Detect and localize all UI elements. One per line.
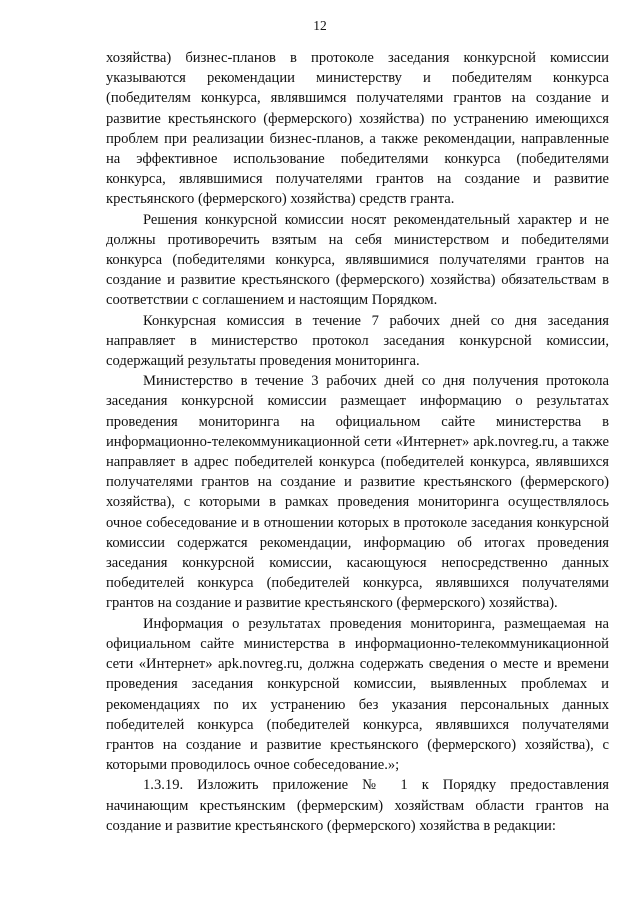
paragraph-ministry-publishes: Министерство в течение 3 рабочих дней со дня получения протокола заседания конкурсной комиссии размещает информацию о результатах проведения мониторинга на официальном сайте министерства в информационно-телекоммуникационной сети «Интернет» apk.novreg.ru, а также направляет в адрес победителей конкурса (победителей конкурса, являвшихся получателями грантов на создание и развитие крестьянского (фермерского) хозяйства), с которыми в рамках проведения мониторинга осуществлялось очное собеседование и в отношении которых в протоколе заседания конкурсной комиссии содержатся рекомендации, информацию об итогах проведения заседания конкурсной комиссии, касающуюся непосредственно данных победителей конкурса (победителей конкурса, являвшихся получателями грантов на создание и развитие крестьянского (фермерского) хозяйства). <box>106 373 609 612</box>
page-number: 12 <box>313 18 327 33</box>
document-body <box>106 48 609 836</box>
paragraph-commission-decisions: Решения конкурсной комиссии носят рекомендательный характер и не должны противоречить взятым на себя министерством и победителями конкурса (победителями конкурса, являвшимися получателями грантов на создание и развитие крестьянского (фермерского) хозяйства) обязательствам в соответствии с соглашением и настоящим Порядком. <box>106 211 609 309</box>
paragraph-item-1-3-19: 1.3.19. Изложить приложение № 1 к Порядку предоставления начинающим крестьянским (фермерским) хозяйствам области грантов на создание и развитие крестьянского (фермерского) хозяйства в редакции: <box>106 777 609 834</box>
paragraph-commission-protocol: Конкурсная комиссия в течение 7 рабочих дней со дня заседания направляет в министерство протокол заседания конкурсной комиссии, содержащий результаты проведения мониторинга. <box>106 312 609 370</box>
paragraph-information-content: Информация о результатах проведения мониторинга, размещаемая на официальном сайте министерства в информационно-телекоммуникационной сети «Интернет» apk.novreg.ru, должна содержать сведения о месте и времени проведения заседания конкурсной комиссии, выявленных проблемах и рекомендациях по их устранению без указания персональных данных победителей конкурса (победителей конкурса, являвшихся получателями грантов на создание и развитие крестьянского (фермерского) хозяйства), с которыми проводилось очное собеседование.»; <box>106 615 609 774</box>
paragraph-continuation: хозяйства) бизнес-планов в протоколе заседания конкурсной комиссии указываются рекомендации министерству и победителям конкурса (победителям конкурса, являвшимся получателями грантов на создание и развитие крестьянского (фермерского) хозяйства) по устранению имеющихся проблем при реализации бизнес-планов, а также рекомендации, направленные на эффективное использование победителями конкурса (победителями конкурса, являвшимися получателями грантов на создание и развитие крестьянского (фермерского) хозяйства) средств гранта. <box>106 50 609 208</box>
